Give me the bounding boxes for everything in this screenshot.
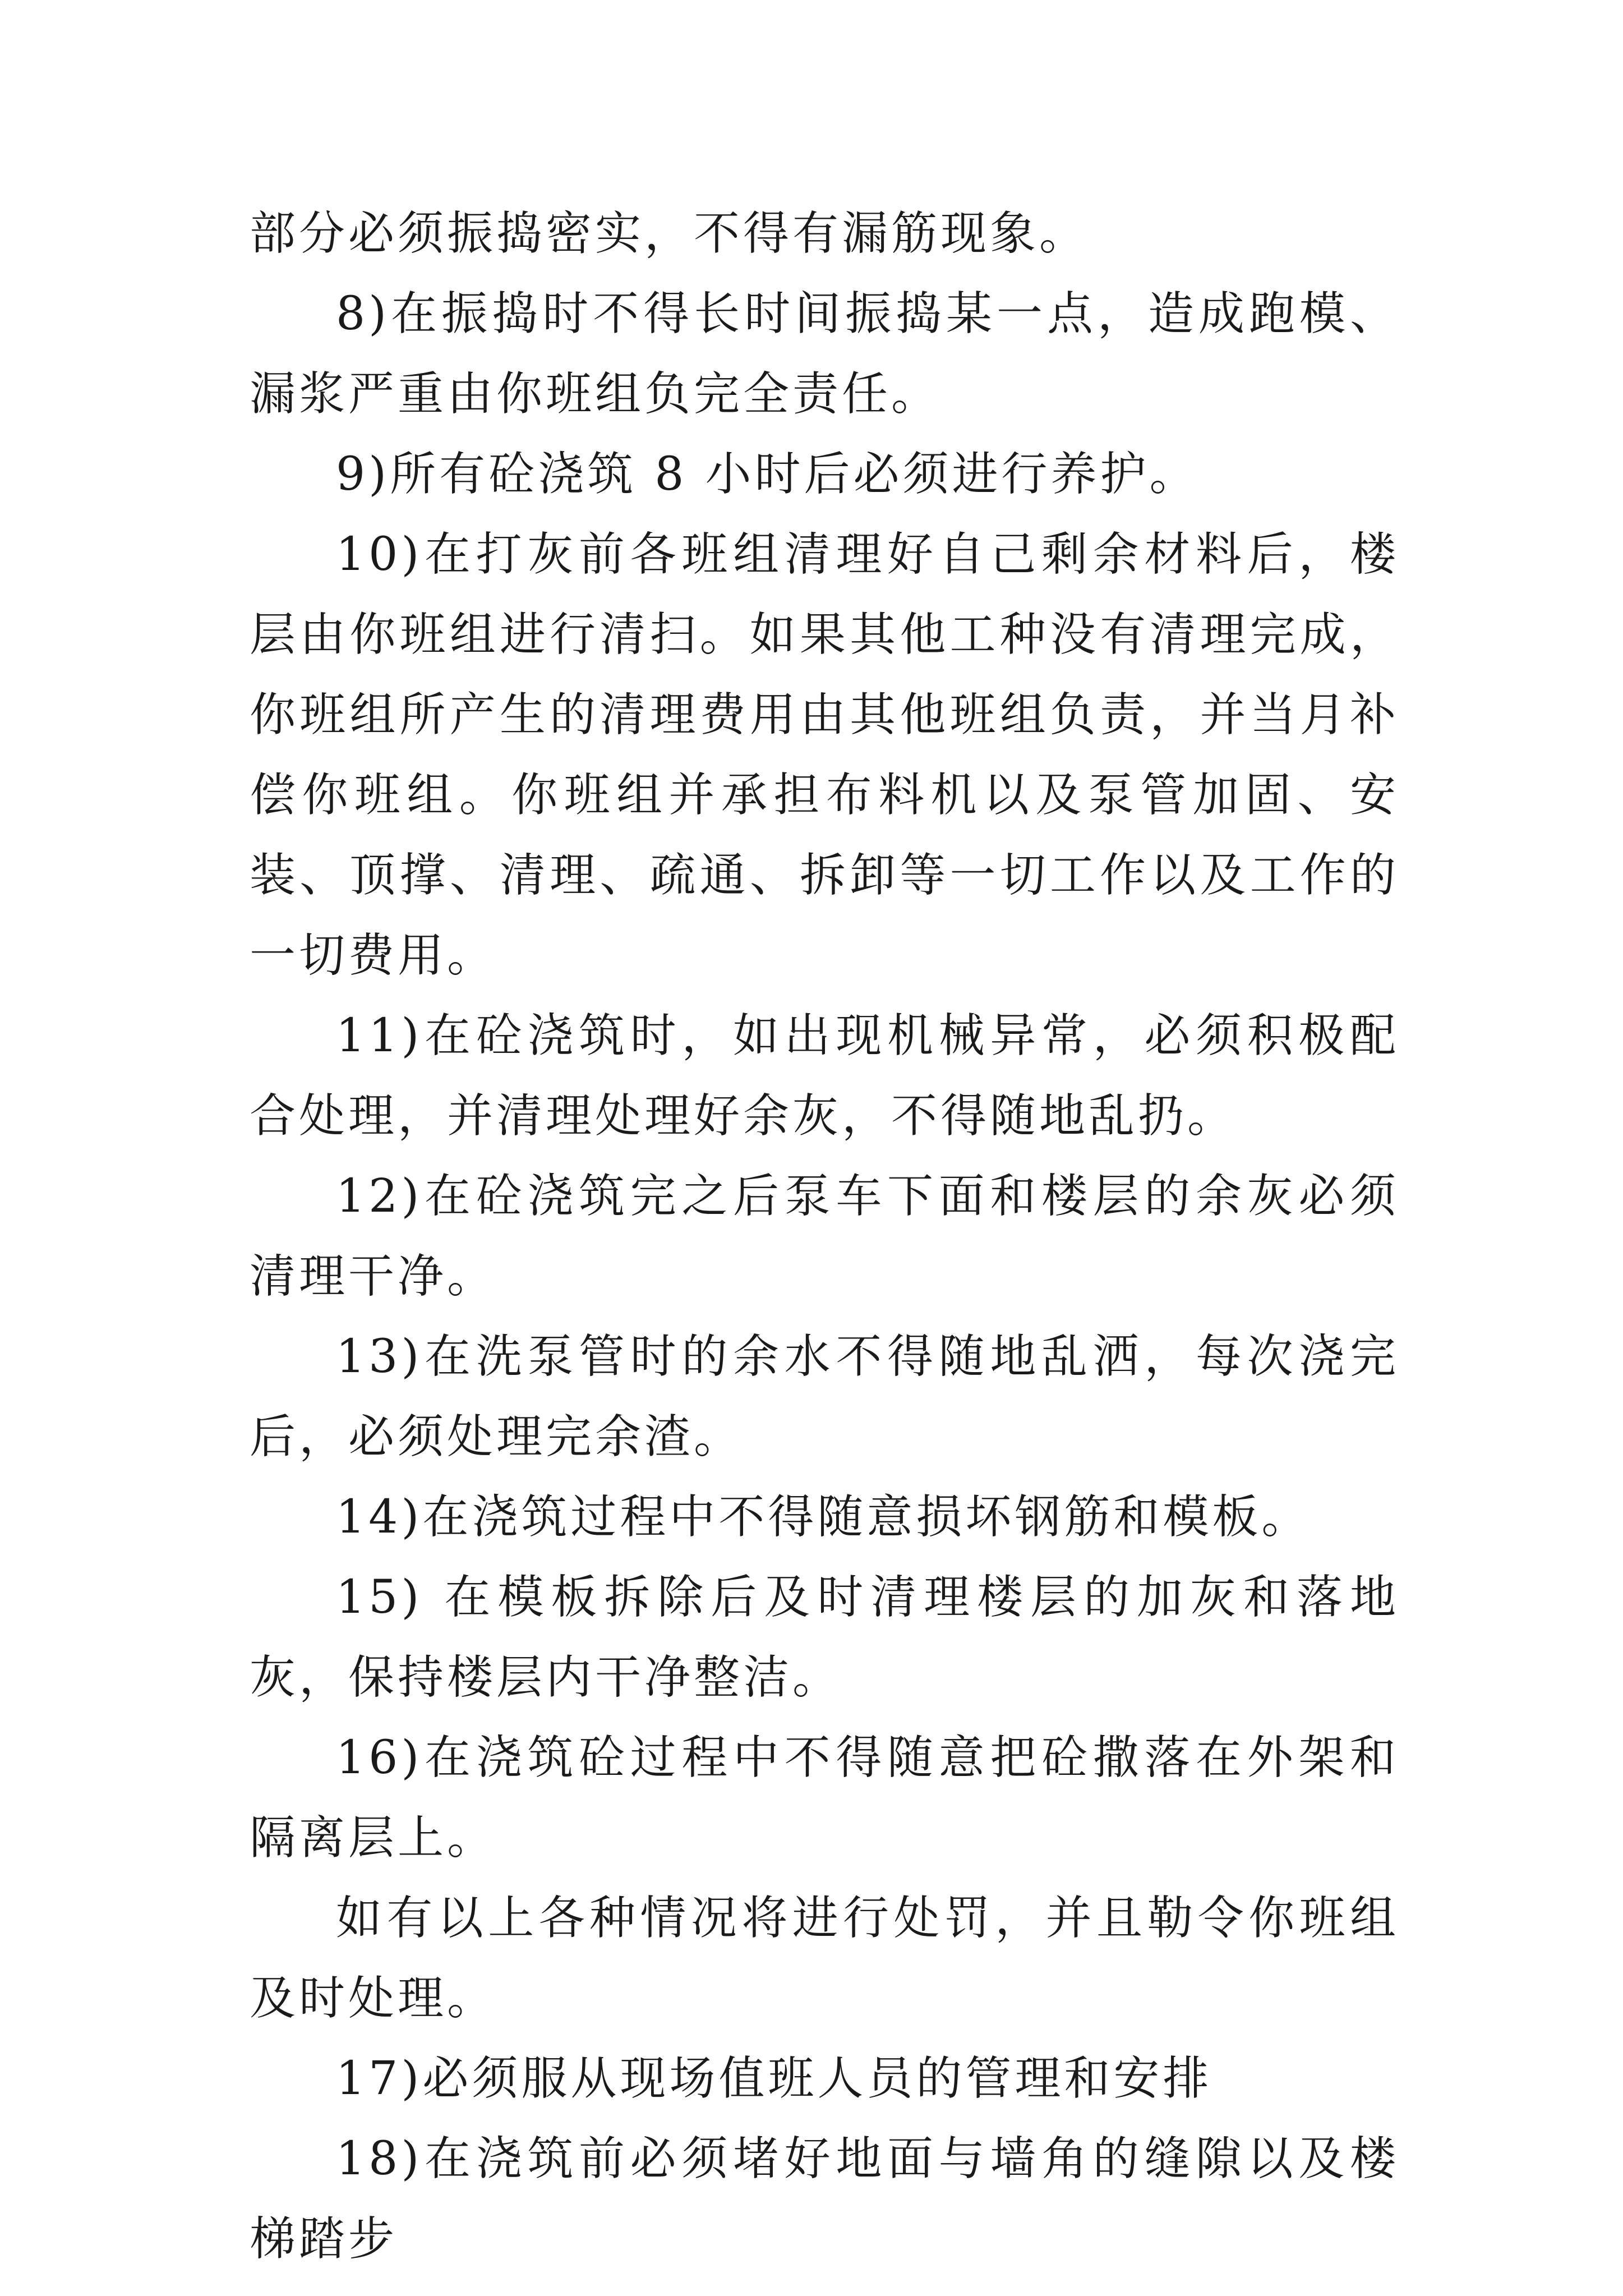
paragraph-item-13: 13)在洗泵管时的余水不得随地乱洒，每次浇完后，必须处理完余渣。 [250, 1330, 1399, 1464]
paragraph-item-15: 15) 在模板拆除后及时清理楼层的加灰和落地灰，保持楼层内干净整洁。 [250, 1571, 1399, 1704]
paragraph-item-11: 11)在砼浇筑时，如出现机械异常，必须积极配合处理，并清理处理好余灰，不得随地乱扔。 [250, 1009, 1399, 1143]
paragraph-item-12: 12)在砼浇筑完之后泵车下面和楼层的余灰必须清理干净。 [250, 1170, 1399, 1303]
paragraph-item-8: 8)在振捣时不得长时间振捣某一点，造成跑模、漏浆严重由你班组负完全责任。 [250, 287, 1399, 421]
paragraph-penalty-note: 如有以上各种情况将进行处罚，并且勒令你班组及时处理。 [250, 1892, 1399, 2025]
paragraph-item-16: 16)在浇筑砼过程中不得随意把砼撒落在外架和隔离层上。 [250, 1731, 1399, 1865]
document-body [250, 194, 1399, 2279]
paragraph-item-9: 9)所有砼浇筑 8 小时后必须进行养护。 [336, 448, 1199, 501]
paragraph-item-14: 14)在浇筑过程中不得随意损坏钢筋和模板。 [336, 1490, 1311, 1544]
paragraph-item-17: 17)必须服从现场值班人员的管理和安排 [336, 2052, 1212, 2105]
paragraph-continuation: 部分必须振捣密实，不得有漏筋现象。 [250, 207, 1089, 260]
paragraph-item-18: 18)在浇筑前必须堵好地面与墙角的缝隙以及楼梯踏步 [250, 2132, 1399, 2266]
paragraph-item-10: 10)在打灰前各班组清理好自己剩余材料后，楼层由你班组进行清扫。如果其他工种没有清理完成，你班组所产生的清理费用由其他班组负责，并当月补偿你班组。你班组并承担布料机以及泵管加固、安装、顶撑、清理、疏通、拆卸等一切工作以及工作的一切费用。 [250, 528, 1399, 982]
